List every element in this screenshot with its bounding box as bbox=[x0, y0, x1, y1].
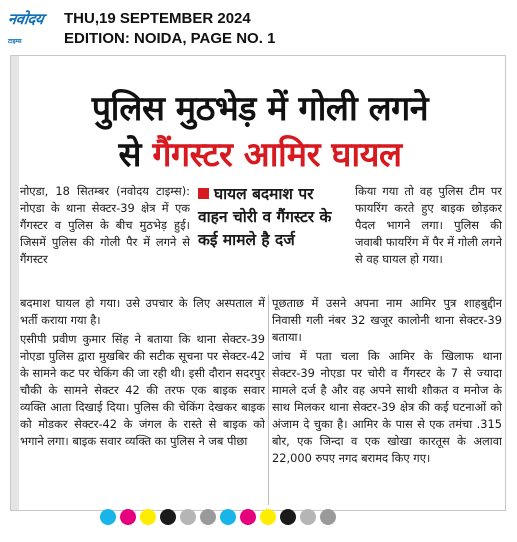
paragraph-dateline: नोएडा, 18 सितम्बर (नवोदय टाइम्स): नोएडा के थाना सेक्टर-39 क्षेत्र में एक गैंगस्टर व पुलिस के बीच मुठभेड़ हुई। जिसमें पुलिस की गोली पैर में लगने से गैंगस्टर bbox=[20, 184, 190, 266]
edition-meta bbox=[64, 9, 275, 49]
registration-marks bbox=[0, 507, 517, 527]
registration-dot bbox=[140, 509, 156, 525]
pull-quote bbox=[198, 183, 348, 288]
registration-dot bbox=[180, 509, 196, 525]
column-left bbox=[20, 295, 265, 505]
registration-dot bbox=[100, 509, 116, 525]
clipping-left-bar bbox=[11, 56, 19, 510]
registration-dot bbox=[120, 509, 136, 525]
logo-sub: टाइम्स bbox=[8, 38, 22, 45]
paragraph-right-2: जांच में पता चला कि आमिर के खिलाफ थाना सेक्टर-39 नोएडा पर चोरी व गैंगस्टर के 7 से ज्यादा मामले दर्ज है और वह अपने साथी शौकत व मनोज के साथ मिलकर थाना सेक्टर-39 क्षेत्र की कई घटनाओं को अंजाम दे चुका है। आमिर के पास से एक तमंचा .315 बोर, एक जिन्दा व एक खोखा कारतूस के अलावा 22,000 रुपए नगद बरामद किए गए। bbox=[272, 349, 502, 465]
registration-dot bbox=[280, 509, 296, 525]
registration-dot bbox=[260, 509, 276, 525]
column-right-top bbox=[355, 183, 502, 295]
headline-line-2-black: से bbox=[118, 135, 141, 175]
headline-line-2-red: गैंगस्टर आमिर घायल bbox=[152, 135, 402, 175]
logo-brand: नवोदय bbox=[6, 10, 45, 28]
paragraph-left-1: बदमाश घायल हो गया। उसे उपचार के लिए अस्पताल में भर्ती कराया गया है। bbox=[20, 296, 265, 327]
registration-dot bbox=[200, 509, 216, 525]
paragraph-right-top: किया गया तो वह पुलिस टीम पर फायरिंग करते हुए बाइक छोड़कर पैदल भागने लगा। पुलिस की जवाबी फायरिंग में पैर में गोली लगने से वह घायल हो गया। bbox=[355, 184, 502, 266]
article-headline bbox=[20, 86, 500, 178]
registration-dot bbox=[300, 509, 316, 525]
headline-line-1: पुलिस मुठभेड़ में गोली लगने bbox=[91, 89, 429, 129]
paragraph-right-1: पूछताछ में उसने अपना नाम आमिर पुत्र शाहबुद्दीन निवासी गली नंबर 32 खजूर कालोनी थाना सेक्टर-39 बताया। bbox=[272, 296, 502, 344]
registration-dot bbox=[240, 509, 256, 525]
paragraph-left-2: एसीपी प्रवीण कुमार सिंह ने बताया कि थाना सेक्टर-39 नोएडा पुलिस द्वारा मुखबिर की सटीक सूचना पर सेक्टर-42 के सामने कट पर चेकिंग की जा रही थी। इसी दौरान सदरपुर चौकी के सामने सेक्टर 42 की तरफ एक बाइक सवार व्यक्ति आता दिखाई दिया। पुलिस की चेकिंग देखकर बाइक को मोडकर सेक्टर-42 के जंगल के रास्ते से बाइक को भगाने लगा। बाइक सवार व्यक्ति का पुलिस ने जब पीछा bbox=[20, 332, 265, 448]
registration-dot bbox=[160, 509, 176, 525]
column-divider bbox=[268, 295, 269, 505]
registration-dot bbox=[220, 509, 236, 525]
date-line: THU,19 SEPTEMBER 2024 bbox=[64, 10, 251, 27]
article-body bbox=[20, 183, 502, 505]
column-left-top bbox=[20, 183, 190, 295]
column-right bbox=[272, 295, 502, 505]
red-square-bullet-icon bbox=[198, 188, 209, 199]
page-header bbox=[0, 0, 517, 55]
edition-line: EDITION: NOIDA, PAGE NO. 1 bbox=[64, 30, 276, 47]
newspaper-logo bbox=[6, 8, 56, 45]
registration-dot bbox=[320, 509, 336, 525]
pull-quote-text: घायल बदमाश पर वाहन चोरी व गैंगस्टर के कई मामले है दर्ज bbox=[198, 185, 332, 249]
headline-line-2 bbox=[20, 132, 500, 178]
